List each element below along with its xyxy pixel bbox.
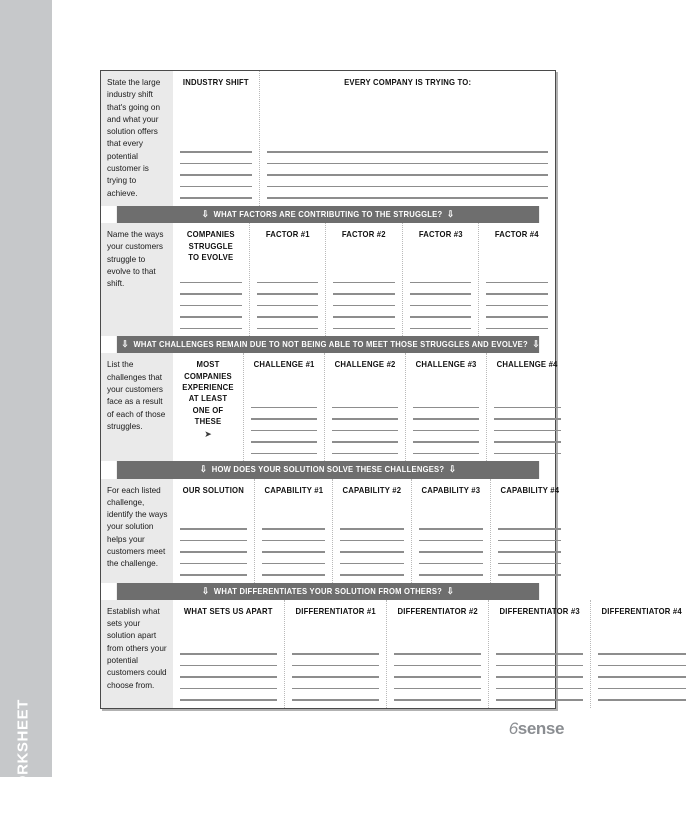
write-in-line[interactable] — [333, 305, 395, 307]
write-in-line[interactable] — [333, 316, 395, 318]
write-in-line[interactable] — [419, 574, 483, 576]
write-in-line[interactable] — [180, 699, 277, 701]
column-header: MOST COMPANIES EXPERIENCE AT LEAST ONE OF THESE — [182, 359, 234, 427]
column-header: COMPANIES STRUGGLE TO EVOLVE — [186, 229, 235, 262]
write-in-line[interactable] — [494, 418, 560, 420]
row-columns — [173, 71, 555, 206]
column-header: CHALLENGE #4 — [497, 359, 558, 370]
write-in-line[interactable] — [332, 430, 398, 432]
column-header: WHAT SETS US APART — [183, 605, 273, 616]
write-in-line[interactable] — [262, 528, 326, 530]
write-in-lines — [394, 647, 481, 701]
write-in-line[interactable] — [494, 441, 560, 443]
write-in-lines — [413, 401, 479, 455]
write-in-line[interactable] — [180, 665, 277, 667]
sixsense-logo — [509, 719, 564, 739]
column-header: CAPABILITY #3 — [421, 484, 481, 495]
write-in-line[interactable] — [332, 453, 398, 455]
write-in-line[interactable] — [413, 453, 479, 455]
write-in-line[interactable] — [340, 563, 404, 565]
write-in-line[interactable] — [292, 653, 379, 655]
write-in-line[interactable] — [180, 197, 252, 199]
write-in-line[interactable] — [494, 407, 560, 409]
worksheet-column — [488, 600, 590, 708]
worksheet-column — [284, 600, 386, 708]
write-in-line[interactable] — [332, 407, 398, 409]
write-in-line[interactable] — [262, 574, 326, 576]
column-header: CHALLENGE #3 — [415, 359, 477, 370]
logo-six: 6 — [508, 719, 518, 738]
worksheet-label: WORKSHEET — [14, 699, 32, 802]
chevron-down-icon: ⇩ — [199, 464, 208, 475]
write-in-line[interactable] — [410, 282, 472, 284]
write-in-line[interactable] — [598, 653, 685, 655]
chevron-down-icon: ⇩ — [532, 339, 540, 350]
write-in-line[interactable] — [496, 676, 583, 678]
write-in-line[interactable] — [292, 676, 379, 678]
write-in-line[interactable] — [394, 688, 481, 690]
write-in-lines — [496, 647, 583, 701]
row-instructions: Establish what sets your solution apart from others your potential customers could choose from. — [101, 600, 173, 708]
row-columns — [173, 223, 555, 336]
row-instructions: State the large industry shift that's going on and what your solution offers that every potential customer is trying to achieve. — [101, 71, 173, 206]
write-in-line[interactable] — [494, 453, 560, 455]
write-in-lines — [494, 401, 560, 455]
write-in-line[interactable] — [496, 699, 583, 701]
write-in-line[interactable] — [267, 186, 548, 188]
arrow-right-icon: ➤ — [204, 429, 212, 440]
chevron-down-icon: ⇩ — [448, 464, 457, 475]
row-columns — [173, 600, 693, 708]
write-in-lines — [180, 647, 277, 701]
worksheet-column — [405, 353, 486, 461]
column-header: CHALLENGE #2 — [334, 359, 396, 370]
worksheet-column — [249, 223, 326, 336]
write-in-line[interactable] — [180, 676, 277, 678]
write-in-lines — [498, 522, 562, 576]
write-in-lines — [180, 522, 247, 576]
column-header: CAPABILITY #1 — [264, 484, 323, 495]
write-in-line[interactable] — [498, 563, 562, 565]
write-in-line[interactable] — [498, 551, 562, 553]
column-header: FACTOR #1 — [265, 229, 310, 240]
section-band-label: WHAT CHALLENGES REMAIN DUE TO NOT BEING ABLE TO MEET THOSE STRUGGLES AND EVOLVE? — [133, 340, 528, 350]
write-in-line[interactable] — [180, 151, 252, 153]
column-header: OUR SOLUTION — [182, 484, 244, 495]
write-in-line[interactable] — [180, 540, 247, 542]
write-in-line[interactable] — [180, 186, 252, 188]
write-in-lines — [292, 647, 379, 701]
worksheet-column — [590, 600, 692, 708]
write-in-lines — [598, 647, 685, 701]
write-in-line[interactable] — [333, 328, 395, 330]
column-header: DIFFERENTIATOR #3 — [499, 605, 580, 616]
write-in-line[interactable] — [180, 528, 247, 530]
worksheet-column — [173, 71, 259, 206]
write-in-line[interactable] — [251, 407, 317, 409]
write-in-line[interactable] — [340, 540, 404, 542]
write-in-line[interactable] — [180, 163, 252, 165]
write-in-line[interactable] — [267, 163, 548, 165]
write-in-lines — [486, 276, 548, 330]
write-in-line[interactable] — [262, 540, 326, 542]
chevron-down-icon: ⇩ — [446, 208, 455, 219]
worksheet-row — [101, 479, 559, 583]
section-band-2 — [117, 206, 539, 223]
write-in-line[interactable] — [486, 316, 548, 318]
write-in-line[interactable] — [394, 665, 481, 667]
write-in-line[interactable] — [180, 688, 277, 690]
row-instructions: List the challenges that your customers face as a result of each of those struggles. — [101, 353, 173, 461]
section-band-3 — [117, 336, 539, 353]
write-in-line[interactable] — [267, 174, 548, 176]
write-in-lines — [340, 522, 404, 576]
write-in-line[interactable] — [394, 699, 481, 701]
write-in-line[interactable] — [251, 430, 317, 432]
write-in-line[interactable] — [267, 197, 548, 199]
write-in-line[interactable] — [332, 441, 398, 443]
write-in-line[interactable] — [413, 430, 479, 432]
worksheet-column — [478, 223, 555, 336]
write-in-line[interactable] — [486, 305, 548, 307]
logo-name: sense — [517, 719, 564, 738]
write-in-line[interactable] — [180, 282, 242, 284]
write-in-line[interactable] — [410, 305, 472, 307]
column-header: DIFFERENTIATOR #1 — [294, 605, 376, 616]
write-in-line[interactable] — [598, 688, 685, 690]
write-in-line[interactable] — [251, 441, 317, 443]
write-in-line[interactable] — [598, 665, 685, 667]
write-in-line[interactable] — [413, 441, 479, 443]
column-header: INDUSTRY SHIFT — [182, 77, 249, 87]
worksheet-row — [101, 223, 555, 336]
write-in-line[interactable] — [257, 282, 319, 284]
write-in-lines — [180, 145, 252, 199]
worksheet-column — [490, 479, 569, 583]
write-in-line[interactable] — [486, 282, 548, 284]
worksheet-row — [101, 71, 555, 206]
worksheet-column — [324, 353, 405, 461]
worksheet-column — [254, 479, 333, 583]
write-in-line[interactable] — [410, 316, 472, 318]
write-in-line[interactable] — [394, 653, 481, 655]
write-in-line[interactable] — [267, 151, 548, 153]
worksheet-column — [243, 353, 324, 461]
write-in-lines — [251, 401, 317, 455]
worksheet-column — [402, 223, 479, 336]
write-in-line[interactable] — [419, 563, 483, 565]
write-in-line[interactable] — [496, 653, 583, 655]
write-in-line[interactable] — [292, 688, 379, 690]
write-in-line[interactable] — [257, 328, 319, 330]
write-in-lines — [180, 276, 242, 330]
write-in-line[interactable] — [180, 305, 242, 307]
write-in-line[interactable] — [419, 528, 483, 530]
write-in-lines — [333, 276, 395, 330]
chevron-down-icon: ⇩ — [201, 208, 210, 219]
write-in-line[interactable] — [180, 293, 242, 295]
write-in-line[interactable] — [494, 430, 560, 432]
write-in-lines — [332, 401, 398, 455]
write-in-line[interactable] — [598, 676, 685, 678]
write-in-line[interactable] — [413, 407, 479, 409]
write-in-line[interactable] — [498, 540, 562, 542]
section-band-4 — [117, 461, 539, 478]
write-in-lines — [262, 522, 326, 576]
write-in-line[interactable] — [180, 563, 247, 565]
write-in-line[interactable] — [419, 540, 483, 542]
write-in-line[interactable] — [486, 328, 548, 330]
write-in-line[interactable] — [333, 293, 395, 295]
row-instructions: Name the ways your customers struggle to evolve to that shift. — [101, 223, 173, 336]
worksheet-column — [173, 353, 243, 461]
column-header: CHALLENGE #1 — [253, 359, 315, 370]
write-in-line[interactable] — [419, 551, 483, 553]
write-in-line[interactable] — [394, 676, 481, 678]
section-band-5 — [117, 583, 539, 600]
column-header: FACTOR #2 — [342, 229, 386, 240]
write-in-line[interactable] — [257, 305, 319, 307]
write-in-line[interactable] — [257, 316, 319, 318]
section-band-label: HOW DOES YOUR SOLUTION SOLVE THESE CHALLENGES? — [211, 465, 445, 475]
write-in-line[interactable] — [340, 574, 404, 576]
column-header: FACTOR #4 — [495, 229, 540, 240]
worksheet-row — [101, 600, 683, 708]
row-columns — [173, 479, 568, 583]
write-in-line[interactable] — [292, 699, 379, 701]
write-in-line[interactable] — [496, 688, 583, 690]
write-in-line[interactable] — [498, 574, 562, 576]
write-in-line[interactable] — [332, 418, 398, 420]
write-in-line[interactable] — [180, 574, 247, 576]
write-in-line[interactable] — [257, 293, 319, 295]
worksheet-column — [259, 71, 555, 206]
write-in-lines — [267, 145, 548, 199]
column-header: CAPABILITY #2 — [342, 484, 402, 495]
chevron-down-icon: ⇩ — [121, 339, 129, 350]
write-in-line[interactable] — [180, 328, 242, 330]
chevron-down-icon: ⇩ — [446, 585, 454, 596]
write-in-line[interactable] — [180, 653, 277, 655]
worksheet-column — [325, 223, 402, 336]
write-in-line[interactable] — [340, 528, 404, 530]
write-in-line[interactable] — [262, 551, 326, 553]
column-header: DIFFERENTIATOR #4 — [601, 605, 683, 616]
write-in-line[interactable] — [410, 293, 472, 295]
worksheet-column — [486, 353, 567, 461]
write-in-line[interactable] — [251, 418, 317, 420]
worksheet-row — [101, 353, 558, 461]
worksheet-column — [173, 223, 249, 336]
chevron-down-icon: ⇩ — [202, 585, 210, 596]
write-in-lines — [257, 276, 319, 330]
write-in-line[interactable] — [598, 699, 685, 701]
worksheet-column — [411, 479, 490, 583]
write-in-line[interactable] — [333, 282, 395, 284]
worksheet-column — [173, 600, 284, 708]
write-in-lines — [419, 522, 483, 576]
write-in-line[interactable] — [410, 328, 472, 330]
write-in-line[interactable] — [180, 174, 252, 176]
write-in-line[interactable] — [340, 551, 404, 553]
write-in-line[interactable] — [262, 563, 326, 565]
write-in-line[interactable] — [180, 551, 247, 553]
worksheet-table — [100, 70, 683, 709]
column-header: FACTOR #3 — [418, 229, 463, 240]
write-in-line[interactable] — [413, 418, 479, 420]
write-in-line[interactable] — [486, 293, 548, 295]
row-instructions: For each listed challenge, identify the ways your solution helps your customers meet the challenge. — [101, 479, 173, 583]
row-columns — [173, 353, 568, 461]
column-header: EVERY COMPANY IS TRYING TO: — [343, 77, 471, 87]
write-in-line[interactable] — [180, 316, 242, 318]
worksheet-column — [386, 600, 488, 708]
write-in-line[interactable] — [251, 453, 317, 455]
column-header: CAPABILITY #4 — [500, 484, 559, 495]
column-header: DIFFERENTIATOR #2 — [397, 605, 478, 616]
write-in-line[interactable] — [498, 528, 562, 530]
worksheet-column — [173, 479, 254, 583]
write-in-lines — [410, 276, 472, 330]
section-band-label: WHAT FACTORS ARE CONTRIBUTING TO THE STRUGGLE? — [213, 209, 443, 219]
worksheet-column — [332, 479, 411, 583]
write-in-line[interactable] — [292, 665, 379, 667]
section-band-label: WHAT DIFFERENTIATES YOUR SOLUTION FROM OTHERS? — [213, 586, 443, 596]
left-sidebar — [0, 0, 52, 802]
write-in-line[interactable] — [496, 665, 583, 667]
